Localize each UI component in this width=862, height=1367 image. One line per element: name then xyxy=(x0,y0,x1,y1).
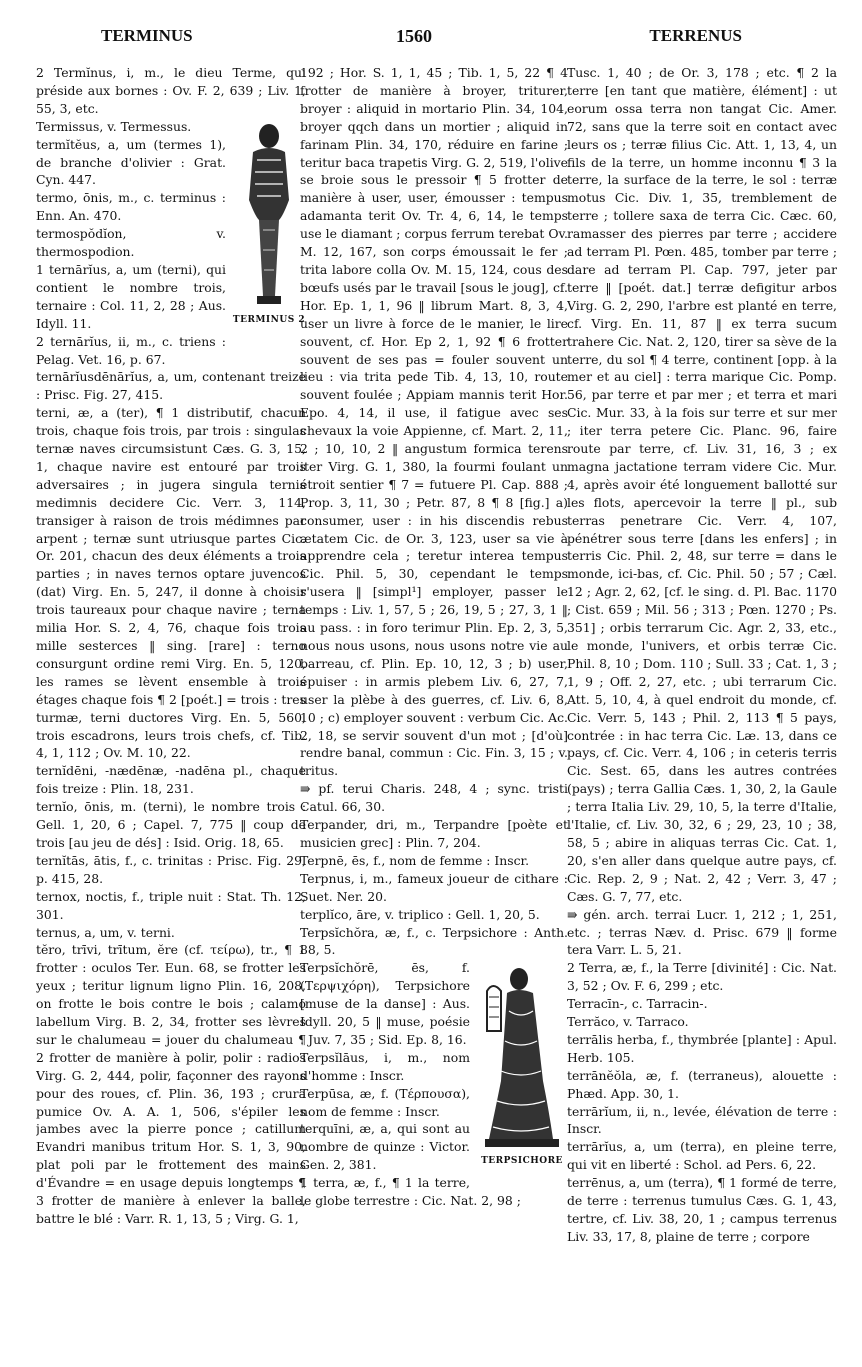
entry-terquini: terquīni, æ, a, qui sont au nombre de quinze : Victor. Gen. 2, 381. xyxy=(300,1121,470,1173)
entry-terpsichore: Terpsĭchŏrē, ēs, f. (Τερψιχόρη), Terpsichore [muse de la danse] : Aus. Idyll. 20, 5 ‖ muse, poésie : Juv. 7, 35 ; Sid. Ep. 8, 16. xyxy=(300,960,470,1047)
entry-tero-note: ⇛ pf. terui Charis. 248, 4 ; sync. tristi Catul. 66, 30. xyxy=(300,781,568,815)
entry-terralis: terrālis herba, f., thymbrée [plante] : Apul. Herb. 105. xyxy=(567,1031,837,1065)
entry-ternideni: ternĭdēni, -nædēnæ, -nadēna pl., chaque fois treize : Plin. 18, 231. xyxy=(36,763,306,797)
entry-termissus: Termissus, v. Termessus. xyxy=(36,118,192,134)
entry-terpusa: Terpūsa, æ, f. (Τέρπουσα), nom de femme : Inscr. xyxy=(300,1085,470,1119)
entry-termiteus: termĭtĕus, a, um (termes 1), de branche d'olivier : Grat. Cyn. 447. xyxy=(36,136,226,188)
entry-terminus: 2 Termĭnus, i, m., le dieu Terme, qui préside aux bornes : Ov. F. 2, 639 ; Liv. 1, 55, 3, etc. xyxy=(36,65,306,116)
entry-terpsilaus: Terpsĭlāus, i, m., nom d'homme : Inscr. xyxy=(300,1049,470,1083)
page-header xyxy=(0,20,862,54)
entry-terpnus: Terpnus, i, m., fameux joueur de cithare : Suet. Ner. 20. xyxy=(300,870,568,904)
entry-ternox: ternox, noctis, f., triple nuit : Stat. Th. 12, 301. xyxy=(36,888,306,922)
figure-caption-terpsichore: TERPSICHORE xyxy=(481,1156,563,1167)
entry-terraneola: terrānĕŏla, æ, f. (terraneus), alouette : Phæd. App. 30, 1. xyxy=(567,1067,837,1101)
figure-caption-terminus: TERMINUS 2 xyxy=(232,314,306,325)
page-number: 1560 xyxy=(396,26,432,46)
figure-terpsichore xyxy=(476,961,568,1171)
entry-terrarius: terrārĭus, a, um (terra), en pleine terre, qui vit en liberté : Schol. ad Pers. 6, 22. xyxy=(567,1139,837,1173)
figure-terminus xyxy=(232,120,306,330)
entry-ternus: ternus, a, um, v. terni. xyxy=(36,924,175,940)
header-right-guideword: TERRENUS xyxy=(649,26,742,45)
entry-tero-continued: 192 ; Hor. S. 1, 1, 45 ; Tib. 1, 5, 22 ¶ 4 frotter de manière à broyer, triturer, broyer : aliquid in mortario Plin. 34, 104, broyer qqch dans un mortier ; aliquid in farinam Plin. 34, 170, réduire en farine ; teritur baca trapetis Virg. G. 2, 519, l'olive se broie sous le pressoir ¶ 5 frotter de manière à user, user, émousser : tempus adamanta terit Ov. Tr. 4, 6, 14, le temps use le diamant ; corpus ferrum terebat Ov. M. 12, 167, son corps émoussait le fer ; trita labore colla Ov. M. 15, 124, cous des bœufs usés par le travail [sous le joug], cf. Hor. Ep. 1, 1, 96 ‖ librum Mart. 8, 3, 4, user un livre à force de le manier, le lire souvent, cf. Hor. Ep 2, 1, 92 ¶ 6 frotter souvent de ses pas = fouler souvent un lieu : via trita pede Tib. 4, 13, 10, route souvent foulée ; Appiam mannis terit Hor. Epo. 4, 14, il use, il fatigue avec ses chevaux la voie Appienne, cf. Mart. 2, 11, 2 ; 10, 10, 2 ‖ angustum formica terens iter Virg. G. 1, 380, la fourmi foulant un étroit sentier ¶ 7 = futuere Pl. Cap. 888 ; Prop. 3, 11, 30 ; Petr. 87, 8 ¶ 8 [fig.] a) consumer, user : in his discendis rebus ætatem Cic. de Or. 3, 123, user sa vie à apprendre cela ; teretur interea tempus Cic. Phil. 5, 30, cependant le temps s'usera ‖ [simpl¹] employer, passer le temps : Liv. 1, 57, 5 ; 26, 19, 5 ; 27, 3, 1 ‖ au pass. : in foro terimur Plin. Ep. 2, 3, 5, nous nous usons, nous usons notre vie au barreau, cf. Plin. Ep. 10, 12, 3 ; b) user, épuiser : in armis plebem Liv. 6, 27, 7, user la plèbe à des guerres, cf. Liv. 6, 8, 10 ; c) employer souvent : verbum Cic. Ac. 2, 18, se servir souvent d'un mot ; [d'où] rendre banal, commun : Cic. Fin. 3, 15 ; v. tritus. xyxy=(300,65,568,779)
terminus-statue-icon xyxy=(239,120,299,310)
entry-terplico: terplĭco, āre, v. triplico : Gell. 1, 20, 5. xyxy=(300,906,540,922)
entry-ternarius-2: 2 ternārĭus, ii, m., c. triens : Pelag. Vet. 16, p. 67. xyxy=(36,333,226,367)
entry-terni: terni, æ, a (ter), ¶ 1 distributif, chacun trois, chaque fois trois, par trois : singulas ternæ naves circumsistunt Cæs. G. 3, 15, 1, chaque navire est entouré par trois adversaires ; in jugera singula ternis medimnis decidere Cic. Verr. 3, 114, transiger à raison de trois médimnes par arpent ; ternæ sunt utriusque partes Cic. Or. 201, chacun des deux éléments a trois parties ; in naves ternos optare juvencos (dat) Virg. En. 5, 247, il donne à choisir trois taureaux pour chaque navire ; terna milia Hor. S. 2, 4, 76, chaque fois trois mille sesterces ‖ sing. [rare] : terno consurgunt ordine remi Virg. En. 5, 120, les rames se lèvent ensemble à trois étages chaque fois ¶ 2 [poét.] = trois : tres turmæ, terni ductores Virg. En. 5, 560, trois escadrons, leurs trois chefs, cf. Tib. 4, 1, 112 ; Ov. M. 10, 22. xyxy=(36,405,306,761)
entry-terra-2: 2 Terra, æ, f., la Terre [divinité] : Cic. Nat. 3, 52 ; Ov. F. 6, 299 ; etc. xyxy=(567,960,837,994)
entry-termo: termo, ōnis, m., c. terminus : Enn. An. 470. xyxy=(36,190,226,224)
entry-terracin: Terracīn-, c. Tarracin-. xyxy=(567,996,708,1012)
entry-terra-1: 1 terra, æ, f., ¶ 1 la terre, le globe terrestre : Cic. Nat. 2, 98 ; xyxy=(300,1175,521,1209)
column-1 xyxy=(36,64,306,1354)
column-3 xyxy=(567,64,837,1354)
entry-terra-note: ⇛ gén. arch. terrai Lucr. 1, 212 ; 1, 251, etc. ; terras Næv. d. Prisc. 679 ‖ forme tera Varr. L. 5, 21. xyxy=(567,906,837,958)
entry-ternarius-1: 1 ternārĭus, a, um (terni), qui contient le nombre trois, ternaire : Col. 11, 2, 28 ; Aus. Idyll. 11. xyxy=(36,261,226,331)
entry-terraco: Terrăco, v. Tarraco. xyxy=(567,1014,689,1030)
header-left-guideword: TERMINUS xyxy=(101,26,193,45)
entry-ternariusdenarius: ternārĭusdēnārĭus, a, um, contenant treize : Prisc. Fig. 27, 415. xyxy=(36,369,306,403)
entry-ternio: ternĭo, ōnis, m. (terni), le nombre trois : Gell. 1, 20, 6 ; Capel. 7, 775 ‖ coup de trois [au jeu de dés] : Isid. Orig. 18, 65. xyxy=(36,799,306,850)
entry-terpander: Terpander, dri, m., Terpandre [poète et musicien grec] : Plin. 7, 204. xyxy=(300,817,568,850)
entry-terpsichora: Terpsĭchŏra, æ, f., c. Terpsichore : Anth. 88, 5. xyxy=(300,924,568,958)
entry-terpne: Terpnē, ēs, f., nom de femme : Inscr. xyxy=(300,852,530,868)
column-2 xyxy=(300,64,568,1354)
entry-ternitas: ternĭtās, ātis, f., c. trinitas : Prisc. Fig. 29, p. 415, 28. xyxy=(36,852,306,886)
entry-tero: tĕro, trīvi, trītum, ĕre (cf. τείρω), tr., ¶ 1 frotter : oculos Ter. Eun. 68, se frotter les yeux ; teritur lignum ligno Plin. 16, 208, on frotte le bois contre le bois ; calamo labellum Virg. B. 2, 34, frotter ses lèvres sur le chalumeau = jouer du chalumeau ¶ 2 frotter de manière à polir, polir : radios Virg. G. 2, 444, polir, façonner des rayons pour des roues, cf. Plin. 36, 193 ; crura pumice Ov. A. A. 1, 506, s'épiler les jambes avec la pierre ponce ; catillum Evandri manibus tritum Hor. S. 1, 3, 90, plat poli par le frottement des mains d'Évandre = en usage depuis longtemps ¶ 3 frotter de manière à enlever la balle, battre le blé : Varr. R. 1, 13, 5 ; Virg. G. 1, xyxy=(36,942,306,1226)
entry-terrarium: terrārĭum, ii, n., levée, élévation de terre : Inscr. xyxy=(567,1103,837,1137)
entry-termospodion: termospŏdĭon, v. thermospodion. xyxy=(36,226,226,260)
terpsichore-muse-icon xyxy=(479,961,565,1151)
entry-terra-continued: Tusc. 1, 40 ; de Or. 3, 178 ; etc. ¶ 2 la terre [en tant que matière, élément] : ut eorum ossa terra non tangat Cic. Amer. 72, sans que la terre soit en contact avec leurs os ; terræ filius Cic. Att. 1, 13, 4, un fils de la terre, un homme inconnu ¶ 3 la terre, la surface de la terre, le sol : terræ motus Cic. Div. 1, 35, tremblement de terre ; tollere saxa de terra Cic. Cæc. 60, ramasser des pierres par terre ; accidere ad terram Pl. Pœn. 485, tomber par terre ; dare ad terram Pl. Cap. 797, jeter par terre ‖ [poét. dat.] terræ defigitur arbos Virg. G. 2, 290, l'arbre est planté en terre, cf. Virg. En. 11, 87 ‖ ex terra sucum trahere Cic. Nat. 2, 120, tirer sa sève de la terre, du sol ¶ 4 terre, continent [opp. à la mer et au ciel] : terra marique Cic. Pomp. 56, par terre et par mer ; et terra et mari Cic. Mur. 33, à la fois sur terre et sur mer ; iter terra petere Cic. Planc. 96, faire route par terre, cf. Liv. 31, 16, 3 ; ex magna jactatione terram videre Cic. Mur. 4, après avoir été longuement ballotté sur les flots, apercevoir la terre ‖ pl., sub terras penetrare Cic. Verr. 4, 107, pénétrer sous terre [dans les enfers] ; in terris Cic. Phil. 2, 48, sur terre = dans le monde, ici-bas, cf. Cic. Phil. 50 ; 57 ; Cæl. 12 ; Agr. 2, 62, [cf. le sing. d. Pl. Bac. 1170 ; Cist. 659 ; Mil. 56 ; 313 ; Pœn. 1270 ; Ps. 351] ; orbis terrarum Cic. Agr. 2, 33, etc., le monde, l'univers, et orbis terræ Cic. Phil. 8, 10 ; Dom. 110 ; Sull. 33 ; Cat. 1, 3 ; 1, 9 ; Off. 2, 27, etc. ; ubi terrarum Cic. Att. 5, 10, 4, à quel endroit du monde, cf. Cic. Verr. 5, 143 ; Phil. 2, 113 ¶ 5 pays, contrée : in hac terra Cic. Læ. 13, dans ce pays, cf. Cic. Verr. 4, 106 ; in ceteris terris Cic. Sest. 65, dans les autres contrées (pays) ; terra Gallia Cæs. 1, 30, 2, la Gaule ; terra Italia Liv. 29, 10, 5, la terre d'Italie, l'Italie, cf. Liv. 30, 32, 6 ; 29, 23, 10 ; 38, 58, 5 ; abire in aliquas terras Cic. Cat. 1, 20, s'en aller dans quelque autre pays, cf. Cic. Rep. 2, 9 ; Nat. 2, 42 ; Verr. 3, 47 ; Cæs. G. 7, 77, etc. xyxy=(567,65,837,904)
entry-terrenus: terrēnus, a, um (terra), ¶ 1 formé de terre, de terre : terrenus tumulus Cæs. G. 1, 43, tertre, cf. Liv. 38, 20, 1 ; campus terrenus Liv. 33, 17, 8, plaine de terre ; corpore xyxy=(567,1175,837,1244)
